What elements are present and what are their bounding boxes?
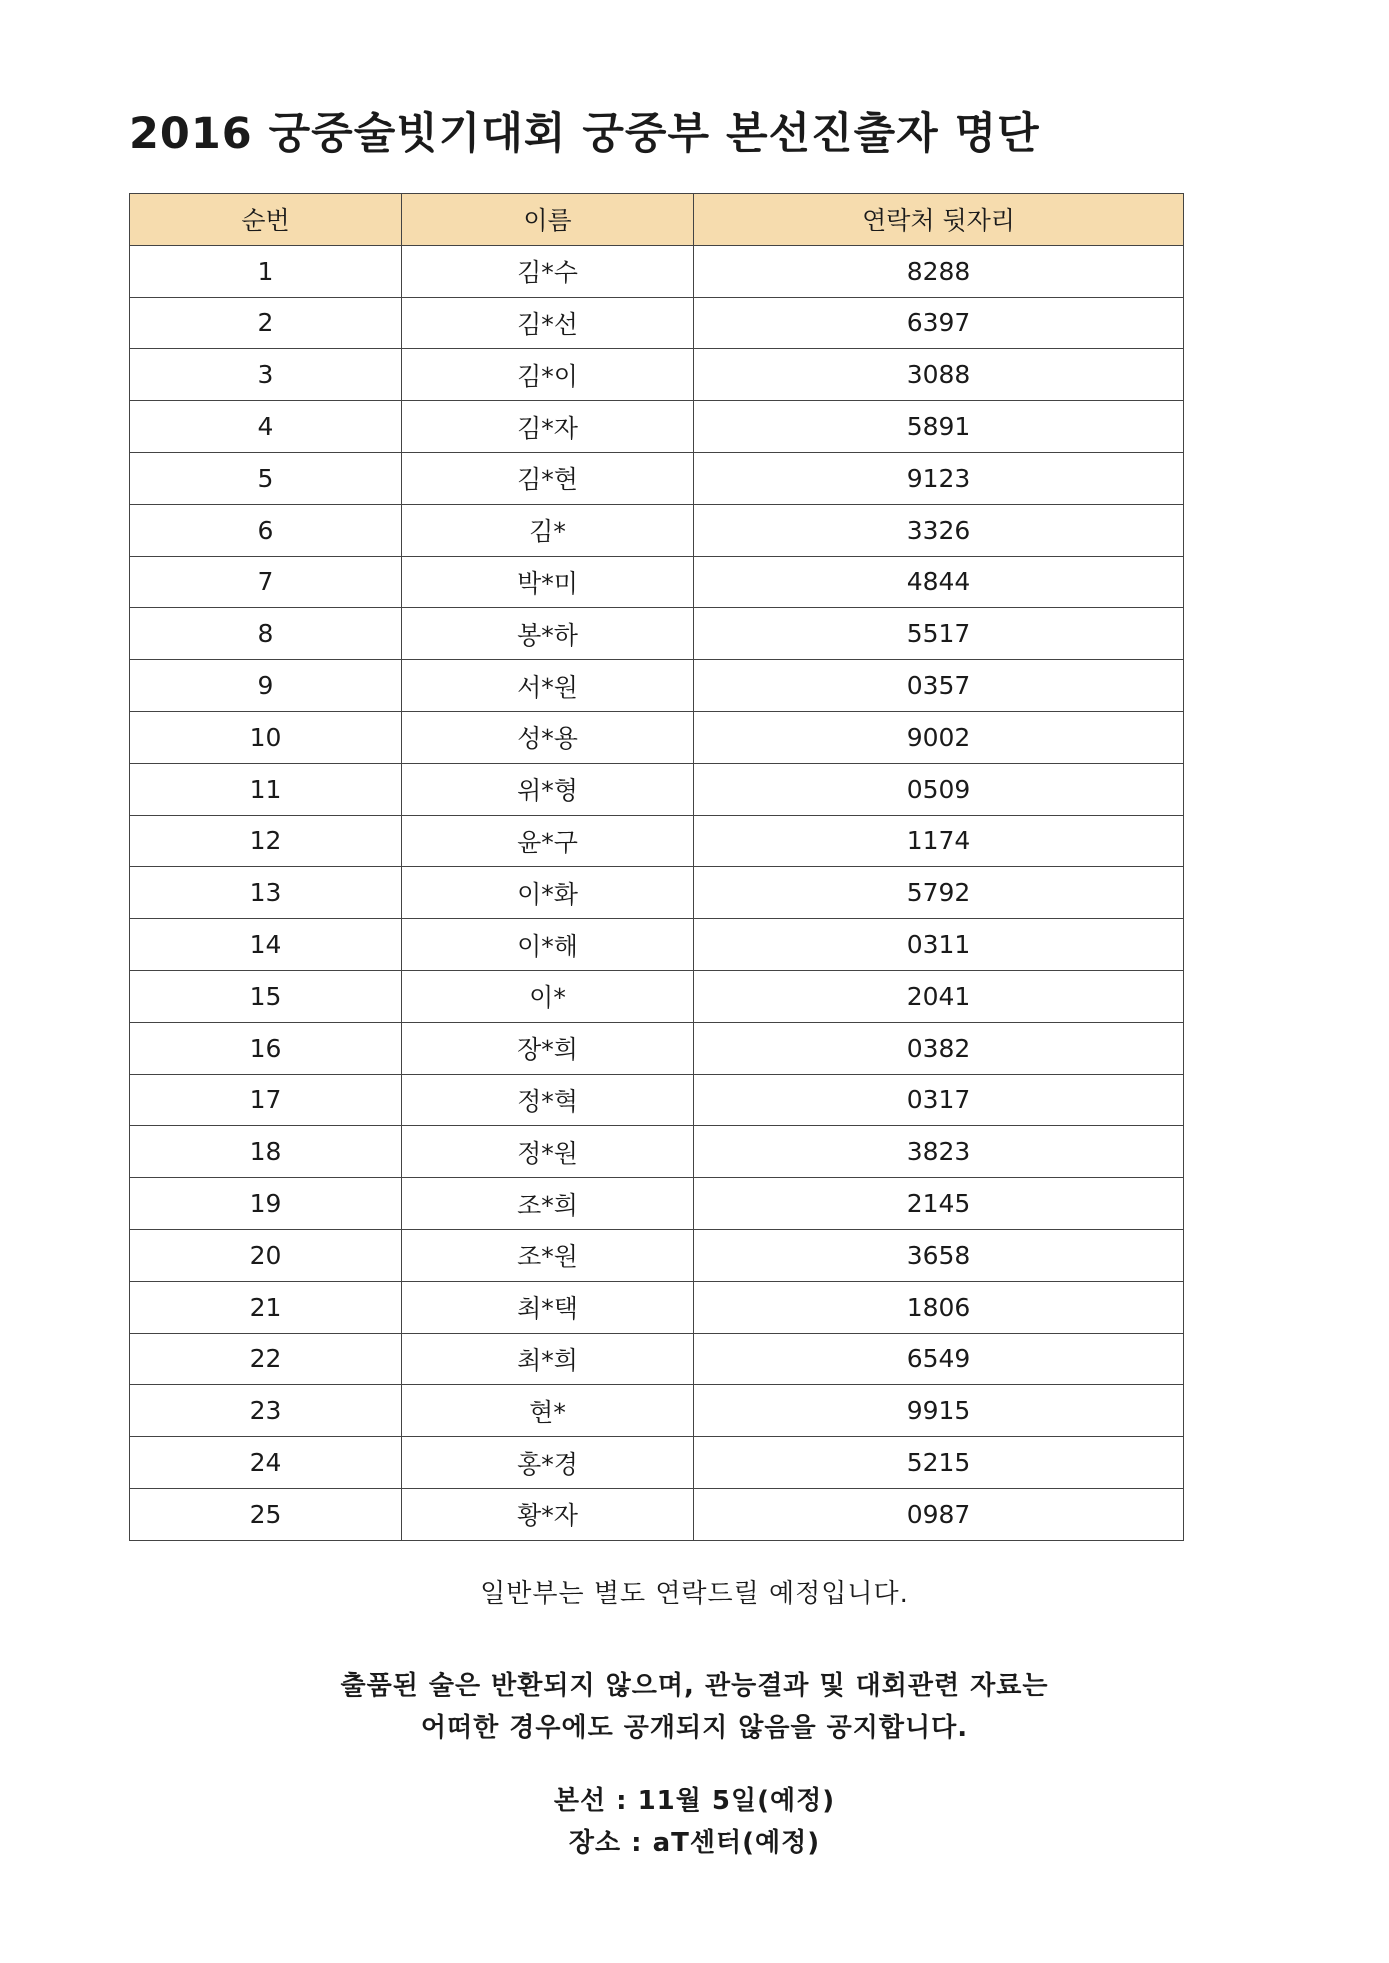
table-row bbox=[130, 1488, 1184, 1540]
cell-contact-last-digits: 0509 bbox=[694, 763, 1184, 815]
cell-name: 홍*경 bbox=[402, 1437, 694, 1489]
cell-name: 위*형 bbox=[402, 763, 694, 815]
cell-number: 25 bbox=[130, 1488, 402, 1540]
general-division-note: 일반부는 별도 연락드릴 예정입니다. bbox=[480, 1579, 909, 1609]
cell-number: 23 bbox=[130, 1385, 402, 1437]
table-row bbox=[130, 1229, 1184, 1281]
cell-number: 11 bbox=[130, 763, 402, 815]
cell-number: 4 bbox=[130, 401, 402, 453]
cell-contact-last-digits: 0311 bbox=[694, 919, 1184, 971]
cell-contact-last-digits: 0987 bbox=[694, 1488, 1184, 1540]
cell-number: 20 bbox=[130, 1229, 402, 1281]
cell-number: 5 bbox=[130, 452, 402, 504]
cell-contact-last-digits: 9915 bbox=[694, 1385, 1184, 1437]
cell-name: 김*수 bbox=[402, 245, 694, 297]
cell-number: 2 bbox=[130, 297, 402, 349]
cell-contact-last-digits: 0317 bbox=[694, 1074, 1184, 1126]
cell-name: 이*화 bbox=[402, 867, 694, 919]
cell-contact-last-digits: 1174 bbox=[694, 815, 1184, 867]
table-row bbox=[130, 452, 1184, 504]
cell-number: 21 bbox=[130, 1281, 402, 1333]
table-row bbox=[130, 919, 1184, 971]
table-row bbox=[130, 660, 1184, 712]
cell-name: 성*용 bbox=[402, 711, 694, 763]
cell-contact-last-digits: 9002 bbox=[694, 711, 1184, 763]
cell-name: 이* bbox=[402, 970, 694, 1022]
cell-name: 조*원 bbox=[402, 1229, 694, 1281]
table-row bbox=[130, 1126, 1184, 1178]
cell-contact-last-digits: 8288 bbox=[694, 245, 1184, 297]
cell-number: 18 bbox=[130, 1126, 402, 1178]
table-row bbox=[130, 1178, 1184, 1230]
header-number: 순번 bbox=[130, 194, 402, 246]
cell-contact-last-digits: 5517 bbox=[694, 608, 1184, 660]
table-row bbox=[130, 763, 1184, 815]
cell-name: 김*자 bbox=[402, 401, 694, 453]
cell-contact-last-digits: 6549 bbox=[694, 1333, 1184, 1385]
table-row bbox=[130, 1333, 1184, 1385]
table-row bbox=[130, 401, 1184, 453]
header-name: 이름 bbox=[402, 194, 694, 246]
cell-name: 김*이 bbox=[402, 349, 694, 401]
cell-number: 19 bbox=[130, 1178, 402, 1230]
table-row bbox=[130, 1074, 1184, 1126]
cell-number: 7 bbox=[130, 556, 402, 608]
header-contact-last-digits: 연락처 뒷자리 bbox=[694, 194, 1184, 246]
cell-contact-last-digits: 9123 bbox=[694, 452, 1184, 504]
table-row bbox=[130, 1385, 1184, 1437]
cell-name: 이*해 bbox=[402, 919, 694, 971]
cell-contact-last-digits: 5215 bbox=[694, 1437, 1184, 1489]
cell-name: 조*희 bbox=[402, 1178, 694, 1230]
table-row bbox=[130, 556, 1184, 608]
table-row bbox=[130, 1437, 1184, 1489]
notice-line-1: 출품된 술은 반환되지 않으며, 관능결과 및 대회관련 자료는 bbox=[340, 1671, 1049, 1701]
cell-number: 6 bbox=[130, 504, 402, 556]
cell-name: 김*선 bbox=[402, 297, 694, 349]
cell-contact-last-digits: 5792 bbox=[694, 867, 1184, 919]
cell-name: 김*현 bbox=[402, 452, 694, 504]
cell-name: 황*자 bbox=[402, 1488, 694, 1540]
cell-contact-last-digits: 1806 bbox=[694, 1281, 1184, 1333]
cell-name: 윤*구 bbox=[402, 815, 694, 867]
venue: 장소 : aT센터(예정) bbox=[568, 1828, 821, 1858]
cell-contact-last-digits: 3326 bbox=[694, 504, 1184, 556]
cell-number: 13 bbox=[130, 867, 402, 919]
table-row bbox=[130, 711, 1184, 763]
cell-name: 최*택 bbox=[402, 1281, 694, 1333]
cell-name: 정*원 bbox=[402, 1126, 694, 1178]
table-row bbox=[130, 867, 1184, 919]
table-row bbox=[130, 1022, 1184, 1074]
cell-contact-last-digits: 3823 bbox=[694, 1126, 1184, 1178]
final-date: 본선 : 11월 5일(예정) bbox=[553, 1786, 836, 1816]
cell-name: 김* bbox=[402, 504, 694, 556]
cell-contact-last-digits: 4844 bbox=[694, 556, 1184, 608]
cell-name: 박*미 bbox=[402, 556, 694, 608]
cell-name: 장*희 bbox=[402, 1022, 694, 1074]
cell-contact-last-digits: 2145 bbox=[694, 1178, 1184, 1230]
cell-number: 17 bbox=[130, 1074, 402, 1126]
cell-contact-last-digits: 2041 bbox=[694, 970, 1184, 1022]
cell-contact-last-digits: 5891 bbox=[694, 401, 1184, 453]
cell-contact-last-digits: 0357 bbox=[694, 660, 1184, 712]
cell-number: 16 bbox=[130, 1022, 402, 1074]
table-row bbox=[130, 608, 1184, 660]
cell-name: 서*원 bbox=[402, 660, 694, 712]
cell-contact-last-digits: 3088 bbox=[694, 349, 1184, 401]
document-title: 2016 궁중술빗기대회 궁중부 본선진출자 명단 bbox=[129, 109, 1040, 159]
table-row bbox=[130, 297, 1184, 349]
cell-number: 15 bbox=[130, 970, 402, 1022]
cell-number: 22 bbox=[130, 1333, 402, 1385]
finalist-table bbox=[129, 193, 1184, 1541]
cell-number: 3 bbox=[130, 349, 402, 401]
table-body bbox=[130, 245, 1184, 1540]
table-row bbox=[130, 245, 1184, 297]
cell-contact-last-digits: 6397 bbox=[694, 297, 1184, 349]
table-row bbox=[130, 504, 1184, 556]
cell-number: 10 bbox=[130, 711, 402, 763]
cell-number: 1 bbox=[130, 245, 402, 297]
cell-contact-last-digits: 0382 bbox=[694, 1022, 1184, 1074]
table-header-row bbox=[130, 194, 1184, 246]
cell-number: 9 bbox=[130, 660, 402, 712]
cell-number: 12 bbox=[130, 815, 402, 867]
table-row bbox=[130, 970, 1184, 1022]
cell-number: 14 bbox=[130, 919, 402, 971]
cell-number: 8 bbox=[130, 608, 402, 660]
table-row bbox=[130, 349, 1184, 401]
cell-name: 정*혁 bbox=[402, 1074, 694, 1126]
table-row bbox=[130, 815, 1184, 867]
cell-name: 봉*하 bbox=[402, 608, 694, 660]
cell-name: 현* bbox=[402, 1385, 694, 1437]
cell-number: 24 bbox=[130, 1437, 402, 1489]
notice-line-2: 어떠한 경우에도 공개되지 않음을 공지합니다. bbox=[420, 1713, 969, 1743]
cell-contact-last-digits: 3658 bbox=[694, 1229, 1184, 1281]
cell-name: 최*희 bbox=[402, 1333, 694, 1385]
table-row bbox=[130, 1281, 1184, 1333]
